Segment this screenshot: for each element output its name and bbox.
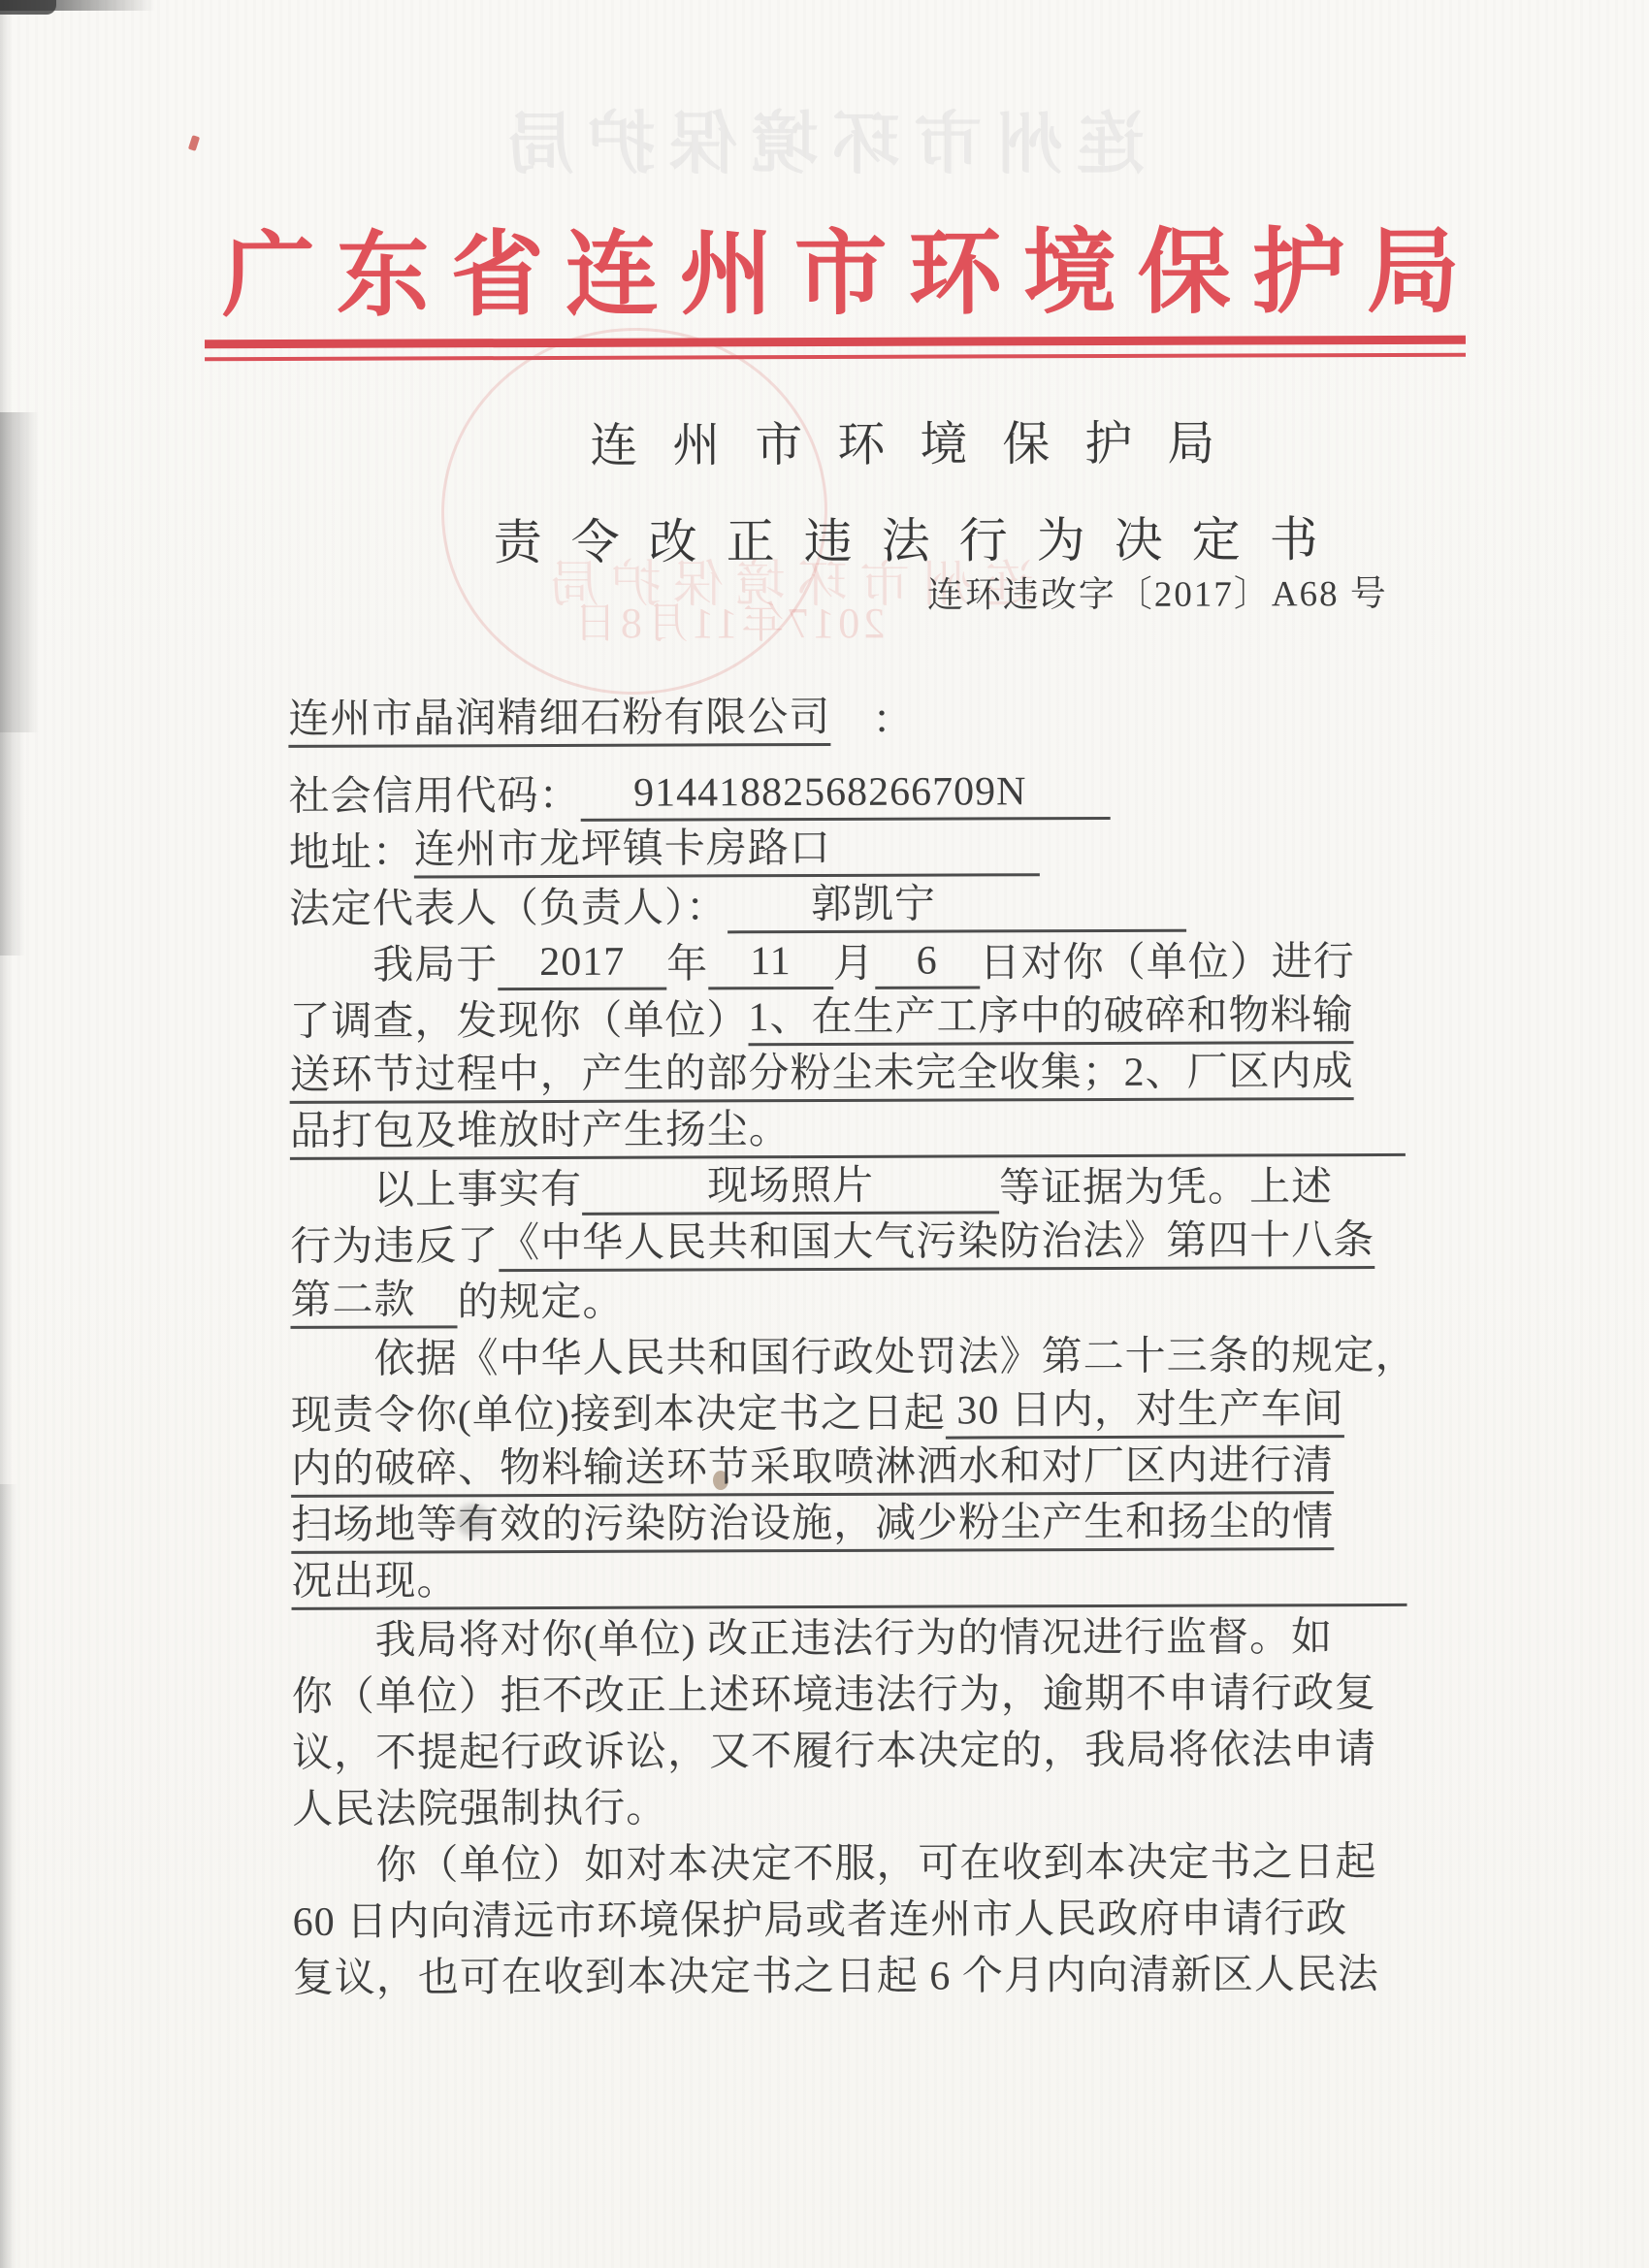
underlined-text: 第二款 (290, 1275, 457, 1329)
doc-text: 现责令你(单位)接到本决定书之日起 (290, 1391, 946, 1439)
doc-text: 60 日内向清远市环境保护局或者连州市人民政府申请行政 (292, 1896, 1348, 1945)
doc-text: 人民法院强制执行。 (292, 1786, 668, 1832)
underlined-text: 现场照片 (582, 1160, 999, 1215)
underlined-text: 品打包及堆放时产生扬尘。 (290, 1105, 791, 1160)
stamp-bleedthrough-date-text: 2017年11月8日 (569, 599, 886, 647)
doc-text: 议，不提起行政诉讼，又不履行本决定的，我局将依法申请 (291, 1728, 1377, 1776)
underlined-text: 1、在生产工序中的破碎和物料输 (748, 990, 1353, 1046)
underlined-text: 连州市龙坪镇卡房路口 (414, 823, 1040, 878)
doc-line (292, 1606, 1407, 1667)
doc-text: 你（单位）如对本决定不服，可在收到本决定书之日起 (292, 1840, 1377, 1889)
doc-line (292, 1719, 1407, 1779)
doc-text: 你（单位）拒不改正上述环境违法行为，逾期不申请行政复 (291, 1671, 1376, 1720)
doc-text: 行为违反了 (290, 1224, 500, 1270)
doc-text: 以上事实有 (289, 1167, 583, 1214)
doc-text: 月 (832, 941, 875, 987)
doc-text: 依据《中华人民共和国行政处罚法》第二十三条的规定， (290, 1333, 1417, 1382)
doc-text: 我局于 (289, 943, 499, 988)
doc-text: 日对你（单位）进行 (979, 940, 1355, 987)
doc-line (292, 1663, 1407, 1723)
doc-line (289, 819, 1405, 879)
doc-text: 复议，也可在收到本决定书之日起 6 个月内向清新区人民法 (292, 1953, 1379, 2001)
doc-line (290, 1044, 1406, 1104)
doc-text: 等证据为凭。上述 (998, 1165, 1334, 1212)
underlined-text: 6 (875, 935, 980, 988)
letterhead-rule-thin (205, 353, 1466, 362)
document-number: 连环违改字〔2017〕A68 号 (926, 573, 1388, 616)
doc-text: ： (830, 697, 915, 743)
doc-text: 年 (666, 942, 709, 988)
doc-line (293, 1944, 1408, 2004)
underlined-text: 《中华人民共和国大气污染防治法》第四十八条 (499, 1215, 1374, 1272)
doc-line (292, 1831, 1407, 1892)
doc-line (291, 1381, 1406, 1442)
doc-text: 的规定。 (457, 1280, 625, 1326)
doc-line (291, 1494, 1406, 1554)
underlined-text: 11 (708, 936, 833, 989)
doc-text: 法定代表人（负责人）： (288, 886, 728, 932)
doc-line (290, 1325, 1417, 1385)
doc-line (289, 988, 1405, 1048)
letterhead-rule-thick (205, 336, 1466, 349)
doc-line (288, 688, 1404, 748)
doc-text: 地址： (288, 830, 414, 876)
underlined-text: 连州市晶润精细石粉有限公司 (288, 693, 830, 748)
underlined-text: 2017 (498, 937, 666, 991)
doc-line (290, 1213, 1406, 1273)
bleedthrough-gray-text: 连州市环境保护局 (493, 108, 1145, 182)
doc-line (293, 1888, 1408, 1948)
doc-body (288, 688, 1417, 2004)
doc-line (288, 762, 1404, 823)
doc-text: 我局将对你(单位) 改正违法行为的情况进行监督。如 (291, 1615, 1334, 1664)
underlined-text: 91441882568266709N (581, 766, 1111, 822)
doc-line (290, 1100, 1406, 1160)
doc-line (290, 1269, 1406, 1329)
agency-letterhead: 广东省连州市环境保护局 (221, 219, 1481, 329)
underlined-text: 送环节过程中，产生的部分粉尘未完全收集；2、厂区内成 (290, 1047, 1354, 1104)
doc-line (290, 1156, 1406, 1216)
doc-text: 了调查，发现你（单位） (289, 998, 749, 1045)
underlined-text: 30 日内，对生产车间 (946, 1384, 1344, 1439)
doc-line (289, 875, 1405, 935)
doc-line (292, 1775, 1407, 1835)
underlined-text: 况出现。 (291, 1556, 458, 1610)
doc-line (289, 931, 1405, 991)
underlined-text: 扫场地等有效的污染防治设施，减少粉尘产生和扬尘的情 (291, 1497, 1334, 1554)
stamp-bleedthrough-org-text: 连州市环境保护局 (537, 558, 1035, 613)
document-title-org: 连州市环境保护局 (590, 416, 1250, 472)
underlined-text: 郭凯宁 (728, 879, 1186, 934)
document-title-type: 责令改正违法行为决定书 (493, 512, 1347, 570)
doc-text: 社会信用代码： (288, 773, 581, 820)
doc-line (291, 1438, 1406, 1498)
doc-line (291, 1550, 1406, 1610)
underlined-text: 内的破碎、物料输送环节采取喷淋洒水和对厂区内进行清 (291, 1441, 1334, 1498)
